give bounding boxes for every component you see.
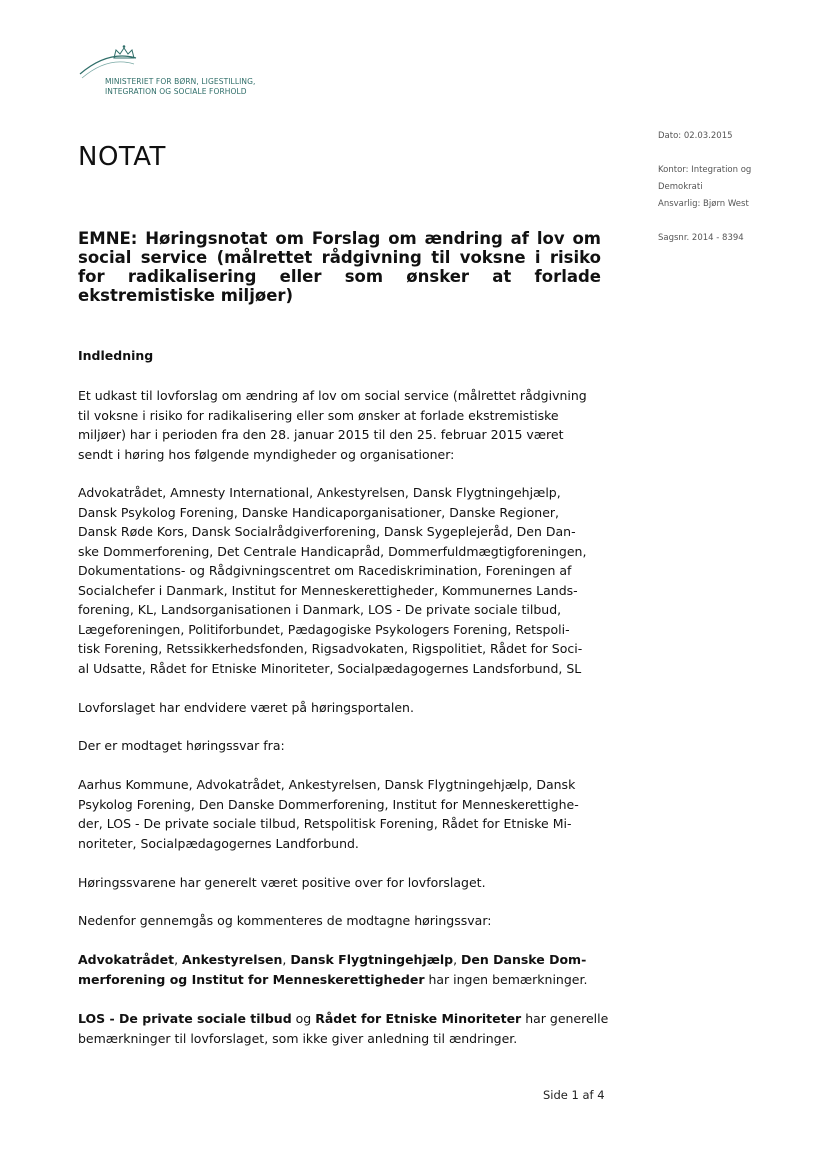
office-block: [658, 162, 818, 213]
no-comments-line2: [78, 970, 608, 990]
subject-heading: EMNE: Høringsnotat om Forslag om ændring af lov om social service (målrettet rådgivning til voksne i risiko for radikalisering eller som ønsker at forlade ekstremistiske miljøer): [78, 229, 601, 305]
org-line: Advokatrådet, Amnesty International, Ankestyrelsen, Dansk Flygtningehjælp,: [78, 485, 561, 500]
respondent-line: Psykolog Forening, Den Danske Dommerforening, Institut for Menneskerettighe-: [78, 796, 579, 812]
no-comments-paragraph: [78, 950, 608, 989]
intro-line: miljøer) har i perioden fra den 28. januar 2015 til den 25. februar 2015 været: [78, 427, 564, 442]
document-title: NOTAT: [78, 142, 166, 172]
org-line: forening, KL, Landsorganisationen i Danmark, LOS - De private sociale tilbud,: [78, 602, 562, 617]
ministry-name: [105, 77, 256, 97]
respondents-paragraph: [78, 775, 608, 853]
general-comments-line1: [78, 1009, 608, 1029]
date-text: Dato: 02.03.2015: [658, 131, 733, 141]
org-line: tisk Forening, Retssikkerhedsfonden, Rigsadvokaten, Rigspolitiet, Rådet for Soci-: [78, 641, 583, 656]
respondent-name: Rådet for Etniske Minoriteter: [315, 1011, 522, 1026]
separator: og: [291, 1011, 316, 1026]
general-comments-text: har generelle: [521, 1011, 609, 1026]
positive-paragraph: Høringssvarene har generelt været positive over for lovforslaget.: [78, 875, 486, 890]
org-line: Dokumentations- og Rådgivningscentret om Racediskrimination, Foreningen af: [78, 563, 572, 578]
case-number-text: Sagsnr. 2014 - 8394: [658, 233, 744, 243]
office-line2: Demokrati: [658, 182, 703, 192]
crown-emblem-icon: [78, 44, 138, 80]
separator: ,: [174, 952, 183, 967]
respondent-line: noriteter, Socialpædagogernes Landforbund.: [78, 835, 359, 851]
org-line: ske Dommerforening, Det Centrale Handicapråd, Dommerfuldmægtigforeningen,: [78, 543, 587, 559]
intro-paragraph: [78, 386, 608, 464]
respondent-line: Aarhus Kommune, Advokatrådet, Ankestyrelsen, Dansk Flygtningehjælp, Dansk: [78, 777, 576, 792]
portal-paragraph: Lovforslaget har endvidere været på høringsportalen.: [78, 700, 414, 715]
page-number: Side 1 af 4: [543, 1088, 605, 1102]
organisations-paragraph: [78, 483, 608, 678]
ministry-logo: [78, 44, 278, 100]
intro-line: til voksne i risiko for radikalisering eller som ønsker at forlade ekstremistiske: [78, 407, 559, 423]
respondent-name: Advokatrådet: [78, 952, 175, 967]
org-line: Lægeforeningen, Politiforbundet, Pædagogiske Psykologers Forening, Retspoli-: [78, 621, 570, 637]
respondent-name: Den Danske Dom-: [461, 952, 587, 967]
section-title: Indledning: [78, 348, 154, 363]
no-comments-line1: [78, 950, 608, 970]
date-field: [658, 128, 818, 145]
org-line: Socialchefer i Danmark, Institut for Menneskerettigheder, Kommunernes Lands-: [78, 582, 578, 598]
respondent-name: merforening og Institut for Menneskerettigheder: [78, 971, 425, 987]
ministry-name-line1: MINISTERIET FOR BØRN, LIGESTILLING,: [105, 77, 256, 86]
ministry-name-line2: INTEGRATION OG SOCIALE FORHOLD: [105, 87, 247, 96]
respondent-name: Dansk Flygtningehjælp: [290, 952, 454, 967]
intro-line: Et udkast til lovforslag om ændring af lov om social service (målrettet rådgivning: [78, 388, 587, 403]
general-comments-paragraph: [78, 1009, 608, 1048]
respondent-name: Ankestyrelsen: [182, 952, 283, 967]
no-comments-text: har ingen bemærkninger.: [424, 971, 588, 987]
general-comments-line2: bemærkninger til lovforslaget, som ikke giver anledning til ændringer.: [78, 1030, 518, 1046]
respondent-name: LOS - De private sociale tilbud: [78, 1011, 292, 1026]
org-line: al Udsatte, Rådet for Etniske Minoriteter, Socialpædagogernes Landsforbund, SL: [78, 660, 582, 676]
org-line: Dansk Røde Kors, Dansk Socialrådgiverforening, Dansk Sygeplejeråd, Den Dan-: [78, 524, 576, 539]
separator: ,: [453, 952, 462, 967]
responsible-text: Ansvarlig: Bjørn West: [658, 199, 749, 209]
case-number: [658, 230, 818, 247]
org-line: Dansk Psykolog Forening, Danske Handicaporganisationer, Danske Regioner,: [78, 504, 560, 520]
review-paragraph: Nedenfor gennemgås og kommenteres de modtagne høringssvar:: [78, 913, 492, 928]
separator: ,: [282, 952, 291, 967]
respondent-line: der, LOS - De private sociale tilbud, Retspolitisk Forening, Rådet for Etniske Mi-: [78, 816, 572, 831]
received-paragraph: Der er modtaget høringssvar fra:: [78, 738, 285, 753]
intro-line: sendt i høring hos følgende myndigheder og organisationer:: [78, 446, 455, 462]
office-line1: Kontor: Integration og: [658, 165, 752, 175]
